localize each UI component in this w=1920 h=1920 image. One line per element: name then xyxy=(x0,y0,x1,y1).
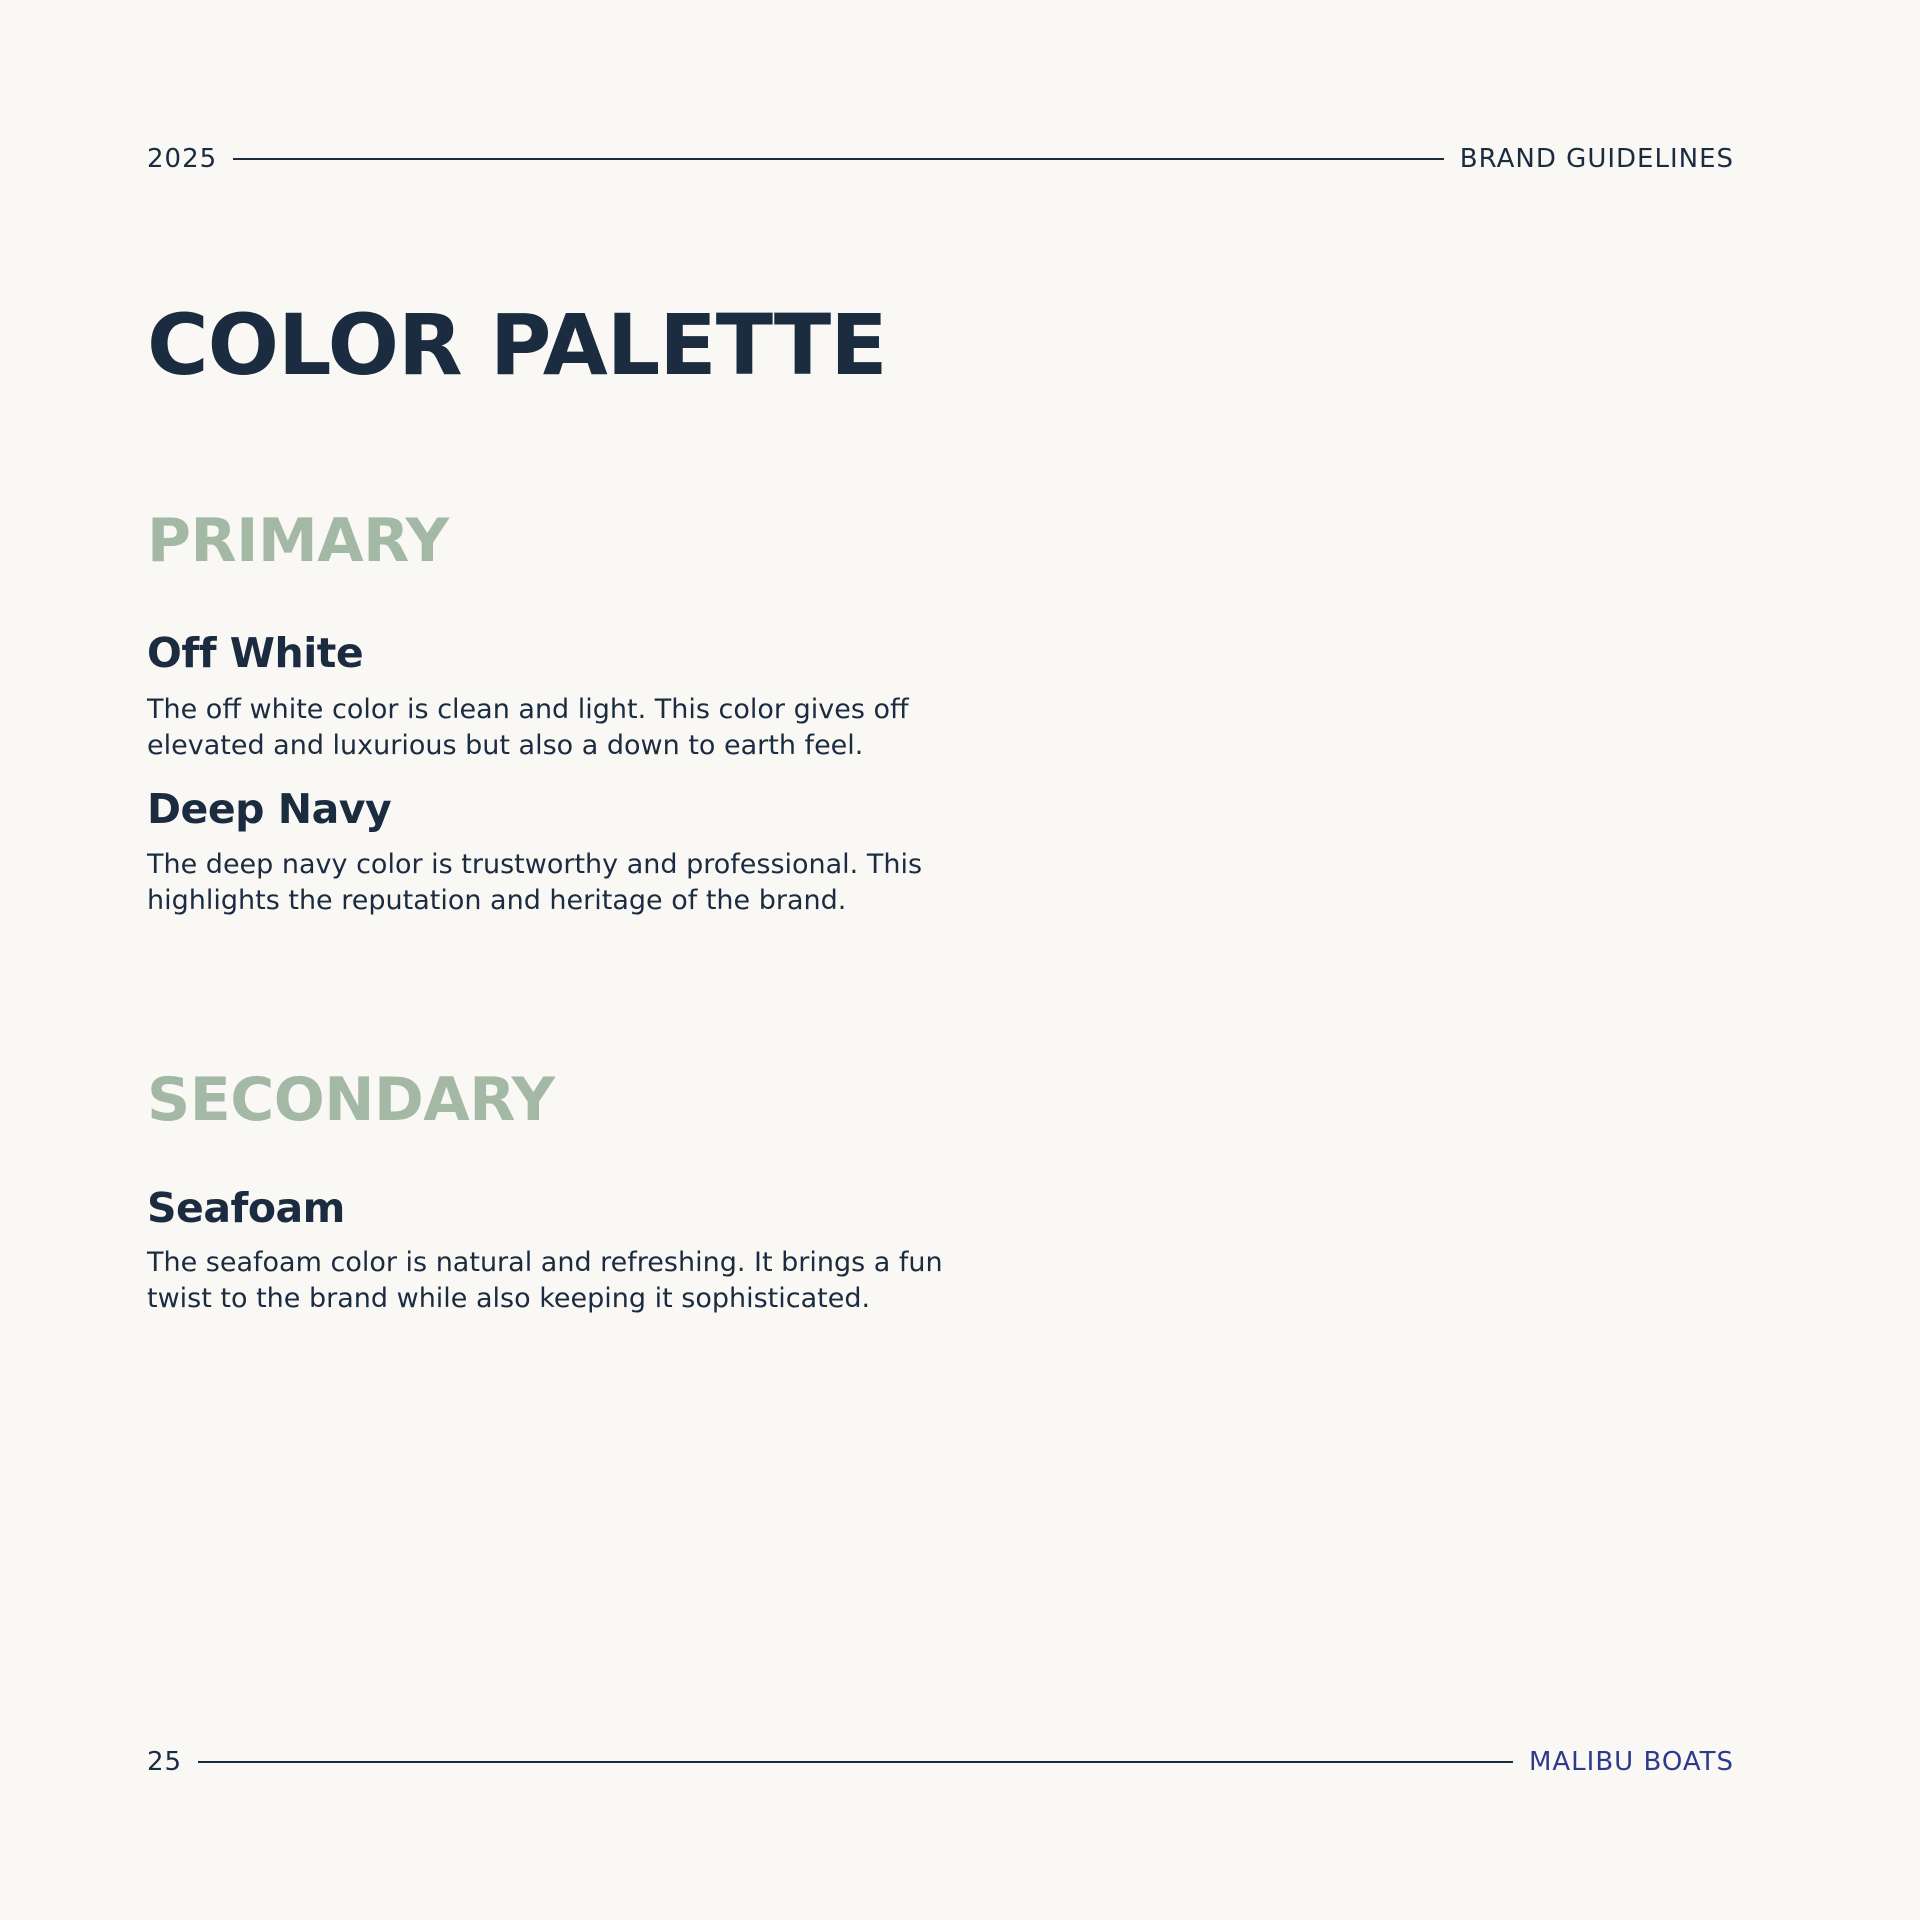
description-line: elevated and luxurious but also a down to earth feel. xyxy=(147,730,864,761)
page-title: COLOR PALETTE xyxy=(147,296,887,394)
page-number: 25 xyxy=(147,1747,183,1777)
description-line: highlights the reputation and heritage of the brand. xyxy=(147,885,847,916)
description-line: The seafoam color is natural and refreshing. It brings a fun xyxy=(147,1247,943,1278)
color-description-deep-navy xyxy=(147,847,1047,919)
primary-heading: PRIMARY xyxy=(147,506,449,576)
description-line: The deep navy color is trustworthy and professional. This xyxy=(147,849,923,880)
page-footer xyxy=(147,1745,1734,1779)
page-header xyxy=(147,142,1734,176)
header-year: 2025 xyxy=(147,144,218,174)
secondary-heading: SECONDARY xyxy=(147,1065,555,1135)
color-name-seafoam: Seafoam xyxy=(147,1184,345,1232)
color-name-deep-navy: Deep Navy xyxy=(147,785,392,833)
footer-brand: MALIBU BOATS xyxy=(1528,1747,1734,1777)
footer-divider xyxy=(198,1761,1513,1763)
color-name-off-white: Off White xyxy=(147,629,364,677)
description-line: twist to the brand while also keeping it sophisticated. xyxy=(147,1283,871,1314)
description-line: The off white color is clean and light. This color gives off xyxy=(147,694,909,725)
header-divider xyxy=(233,158,1444,160)
color-description-seafoam xyxy=(147,1245,1047,1317)
color-description-off-white xyxy=(147,692,1047,764)
header-doc-label: BRAND GUIDELINES xyxy=(1459,144,1734,174)
